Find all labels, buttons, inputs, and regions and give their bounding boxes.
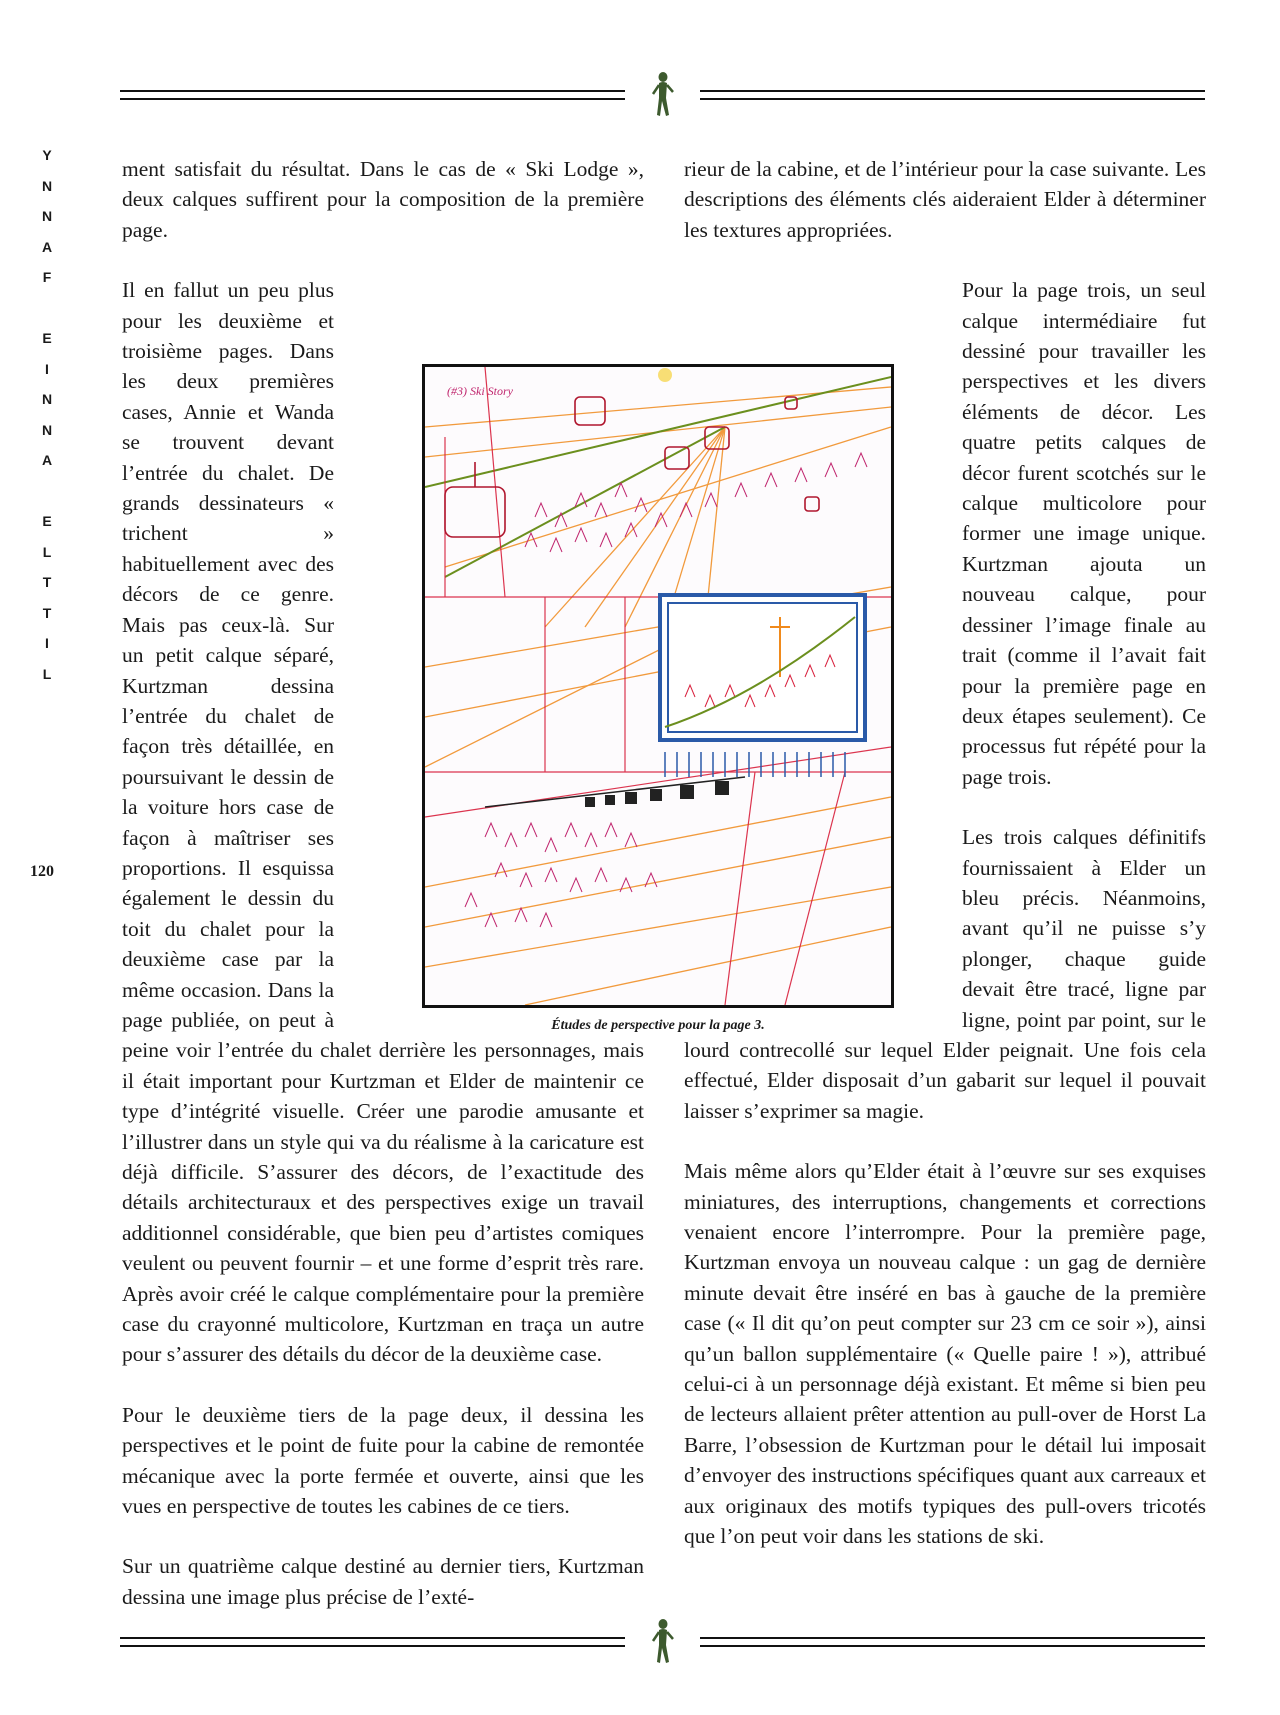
top-rule-right [700,90,1205,100]
title-letter: I [45,635,49,651]
perspective-sketch-figure [422,364,894,1004]
title-letter: L [42,665,52,682]
title-letter: I [45,360,49,377]
title-letter: N [41,421,53,438]
paragraph: ment satisfait du résultat. Dans le cas de « Ski Lodge », deux calques suffirent pour la composition de la première page. [122,157,644,242]
figure-frame [422,364,894,1008]
title-letter: A [41,238,53,255]
title-letter: T [42,574,52,590]
perspective-sketch-image [425,367,891,1005]
title-letter [32,476,62,507]
paragraph: Il en fallut un peu plus pour les deuxième et troisième pages. Dans les deux premières cases, Annie et Wanda se trouvent devant l’entrée du chalet. De grands dessinateurs « trichent » habituellement avec des décors de ce genre. Mais pas ceux-là. Sur un petit calque séparé, Kurtzman dessina l’entrée du chalet de façon très détaillée, en poursuivant le dessin de la voiture hors case de façon à maîtriser ses proportions. Il esquissa également le dessin du toit du chalet pour la deuxième case par la même occasion. Dans la page publiée, on peut à peine voir l’entrée du chalet derrière les personnages, mais il était important pour Kurtzman et Elder de maintenir ce type d’intégrité visuelle. Créer une parodie amusante et l’illustrer dans un style qui va du réalisme à la caricature est déjà difficile. S’assurer des décors, de l’exactitude des détails architecturaux et des perspectives exige un travail additionnel considérable, que bien peu d’artistes comiques veulent ou peuvent fournir – et une forme d’esprit très rare. Après avoir créé le calque complémentaire pour la première case du crayonné multicolore, Kurtzman en traça un autre pour s’assurer des détails du décor de la deuxième case. [122,278,644,1367]
figure-ornament-icon [650,1617,676,1669]
title-letter: N [41,177,53,194]
paragraph: Sur un quatrième calque destiné au dernier tiers, Kurtzman dessina une image plus précise de l’exté- [122,1554,644,1609]
paragraph: rieur de la cabine, et de l’intérieur pour la case suivante. Les descriptions des éléments clés aideraient Elder à déterminer les textures appropriées. [684,157,1206,242]
title-letter: L [42,543,52,560]
figure-ornament-icon [650,70,676,122]
paragraph: Pour le deuxième tiers de la page deux, il dessina les perspectives et le point de fuite pour la cabine de remontée mécanique avec la porte fermée et ouverte, ainsi que les vues en perspective de toutes les cabines de ce tiers. [122,1402,644,1519]
title-letter: F [42,269,52,285]
paragraph: Mais même alors qu’Elder était à l’œuvre sur ses exquises miniatures, des interruptions, changements et corrections venaient encore l’interrompre. Pour la première page, Kurtzman envoya un nouveau calque : un gag de dernière minute devait être inséré en bas à gauche de la première case (« Il dit qu’on peut compter sur 23 cm ce soir »), ainsi qu’un ballon supplémentaire (« Quelle paire ! »), attribué celui-ci à un personnage déjà existant. Et même si bien peu de lecteurs allaient prêter attention au pull-over de Horst La Barre, l’obsession de Kurtzman pour le détail lui imposait d’envoyer des instructions spécifiques quant aux carreaux et aux originaux des motifs typiques des pull-overs tricotés que l’on peut voir dans les stations de ski. [684,1159,1206,1549]
running-title [32,140,62,689]
title-letter: E [42,330,52,346]
page-number: 120 [30,863,54,880]
title-letter [32,293,62,324]
paragraph: Les trois calques définitifs fournissaient à Elder un bleu précis. Néanmoins, avant qu’il ne puisse s’y plonger, chaque guide devait être tracé, ligne par ligne, point par point, sur le lourd contrecollé sur lequel Elder peignait. Une fois cela effectué, Elder disposait d’un gabarit sur lequel il pouvait laisser s’exprimer sa magie. [684,825,1206,1123]
figure-caption: Études de perspective pour la page 3. [551,1018,765,1033]
title-letter: Y [42,147,52,163]
title-letter: E [42,513,52,529]
title-letter: N [41,208,53,224]
bottom-rule-right [700,1637,1205,1647]
title-letter: A [41,452,53,468]
top-rule-left [120,90,625,100]
bottom-rule-left [120,1637,625,1647]
paragraph: Pour la page trois, un seul calque intermédiaire fut dessiné pour travailler les perspectives et les divers éléments de décor. Les quatre petits calques de décor furent scotchés sur le calque multicolore pour former une image unique. Kurtzman ajouta un nouveau calque, pour dessiner l’image finale au trait (comme il l’avait fait pour la première page en deux étapes seulement). Ce processus fut répété pour la page trois. [962,278,1206,789]
title-letter: T [42,604,52,621]
title-letter: N [41,391,53,407]
sketch-label: (#3) Ski Story [447,384,513,398]
